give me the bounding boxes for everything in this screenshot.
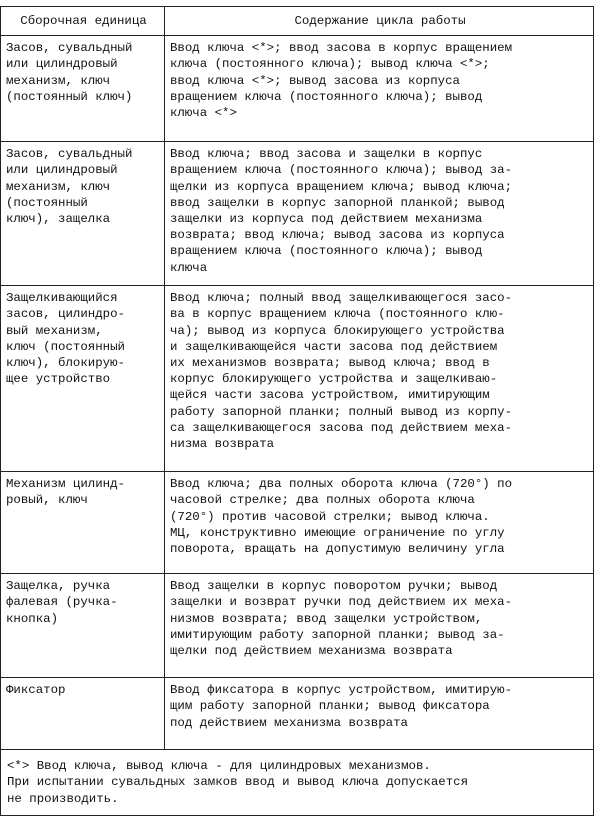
table-row — [1, 36, 594, 142]
table-row — [1, 574, 594, 678]
cell-unit: Засов, сувальдный или цилиндровый механизм, ключ (постоянный ключ), защелка — [1, 142, 165, 286]
cell-content: Ввод ключа; два полных оборота ключа (720°) по часовой стрелке; два полных оборота ключа (720°) против часовой стрелки; вывод ключа. МЦ, конструктивно имеющие ограничение по углу поворота, вращать на допустимую величину угла — [165, 472, 594, 574]
cell-content: Ввод фиксатора в корпус устройством, имитирую- щим работу запорной планки; вывод фиксатора под действием механизма возврата — [165, 678, 594, 750]
column-header-unit: Сборочная единица — [1, 7, 165, 36]
table-row — [1, 142, 594, 286]
work-cycle-table — [0, 6, 594, 816]
table-row — [1, 472, 594, 574]
table-row — [1, 678, 594, 750]
cell-unit: Защелка, ручка фалевая (ручка- кнопка) — [1, 574, 165, 678]
table-footnote: <*> Ввод ключа, вывод ключа - для цилиндровых механизмов. При испытании сувальдных замков ввод и вывод ключа допускается не производить. — [1, 750, 594, 816]
cell-unit: Фиксатор — [1, 678, 165, 750]
table-header-row — [1, 7, 594, 36]
cell-content: Ввод ключа; полный ввод защелкивающегося засо- ва в корпус вращением ключа (постоянного клю- ча); вывод из корпуса блокирующего устройства и защелкивающейся части засова под действием их механизмов возврата; вывод ключа; ввод в корпус блокирующего устройства и защелкиваю- щейся части засова устройством, имитирующим работу запорной планки; полный вывод из корпу- са защелкивающегося засова под действием меха- низма возврата — [165, 286, 594, 472]
cell-content: Ввод ключа; ввод засова и защелки в корпус вращением ключа (постоянного ключа); вывод за- щелки из корпуса вращением ключа; вывод ключа; ввод защелки в корпус запорной планкой; вывод защелки из корпуса под действием механизма возврата; ввод ключа; вывод засова из корпуса вращением ключа (постоянного ключа); вывод ключа — [165, 142, 594, 286]
document-page — [0, 6, 593, 816]
cell-unit: Механизм цилинд- ровый, ключ — [1, 472, 165, 574]
cell-unit: Засов, сувальдный или цилиндровый механизм, ключ (постоянный ключ) — [1, 36, 165, 142]
cell-unit: Защелкивающийся засов, цилиндро- вый механизм, ключ (постоянный ключ), блокирую- щее устройство — [1, 286, 165, 472]
cell-content: Ввод защелки в корпус поворотом ручки; вывод защелки и возврат ручки под действием их меха- низмов возврата; ввод защелки устройством, имитирующим работу запорной планки; вывод за- щелки под действием механизма возврата — [165, 574, 594, 678]
cell-content: Ввод ключа <*>; ввод засова в корпус вращением ключа (постоянного ключа); вывод ключа <*>; ввод ключа <*>; вывод засова из корпуса вращением ключа (постоянного ключа); вывод ключа <*> — [165, 36, 594, 142]
column-header-content: Содержание цикла работы — [165, 7, 594, 36]
table-footnote-row — [1, 750, 594, 816]
table-row — [1, 286, 594, 472]
